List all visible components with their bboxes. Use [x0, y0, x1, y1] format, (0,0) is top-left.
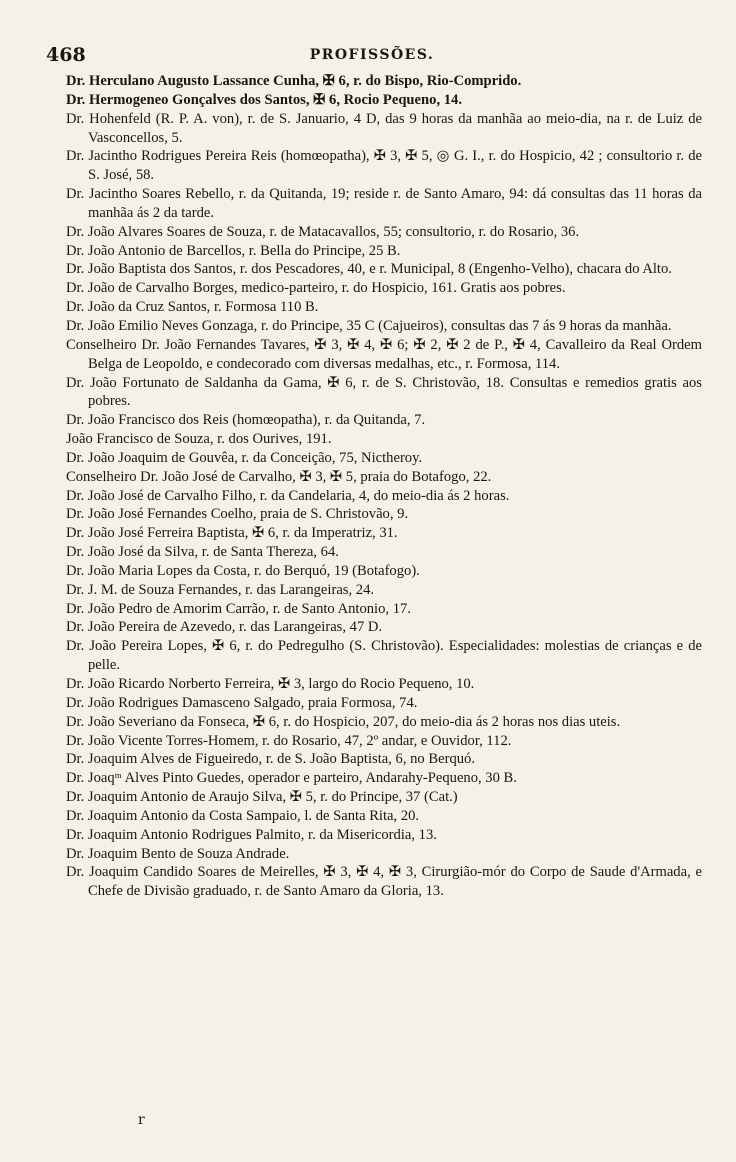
- directory-entry: Dr. Joaquim Candido Soares de Meirelles, ✠ 3, ✠ 4, ✠ 3, Cirurgião-mór do Corpo de Saude d'Armada, e Chefe de Divisão graduado, r. de Santo Amaro da Gloria, 13.: [66, 864, 702, 900]
- directory-entry: Dr. João Pedro de Amorim Carrão, r. de Santo Antonio, 17.: [66, 600, 411, 617]
- directory-entry: Dr. João Severiano da Fonseca, ✠ 6, r. do Hospicio, 207, do meio-dia ás 2 horas nos dias uteis.: [66, 713, 621, 730]
- footer-mark: r: [138, 1112, 145, 1128]
- directory-list: [66, 72, 702, 901]
- directory-entry: Dr. João José Ferreira Baptista, ✠ 6, r. da Imperatriz, 31.: [66, 525, 398, 542]
- directory-entry: Dr. Joaquim Bento de Souza Andrade.: [66, 845, 290, 862]
- directory-entry: Dr. João Rodrigues Damasceno Salgado, praia Formosa, 74.: [66, 694, 418, 711]
- directory-entry: Dr. João Alvares Soares de Souza, r. de Matacavallos, 55; consultorio, r. do Rosario, 36.: [66, 223, 580, 240]
- directory-entry: Dr. João Francisco dos Reis (homœopatha), r. da Quitanda, 7.: [66, 412, 426, 429]
- running-title: PROFISSÕES.: [309, 47, 435, 63]
- directory-entry: Dr. João de Carvalho Borges, medico-parteiro, r. do Hospicio, 161. Gratis aos pobres.: [66, 280, 566, 297]
- page-number: 468: [46, 44, 86, 66]
- directory-entry: Dr. João Ricardo Norberto Ferreira, ✠ 3, largo do Rocio Pequeno, 10.: [66, 676, 475, 692]
- directory-entry: Dr. João Joaquim de Gouvêa, r. da Conceição, 75, Nictheroy.: [66, 449, 423, 466]
- directory-entry: Dr. João Pereira Lopes, ✠ 6, r. do Pedregulho (S. Christovão). Especialidades: molestias de crianças e de pelle.: [66, 638, 702, 674]
- directory-entry: Conselheiro Dr. João José de Carvalho, ✠ 3, ✠ 5, praia do Botafogo, 22.: [66, 468, 492, 485]
- directory-entry: Dr. Joaquim Alves de Figueiredo, r. de S. João Baptista, 6, no Berquó.: [66, 751, 475, 768]
- directory-entry: Dr. Herculano Augusto Lassance Cunha, ✠ 6, r. do Bispo, Rio-Comprido.: [66, 73, 522, 89]
- directory-entry: Dr. João Emilio Neves Gonzaga, r. do Principe, 35 C (Cajueiros), consultas das 7 ás 9 horas da manhãa.: [66, 317, 672, 334]
- directory-entry: Dr. Joaquim Antonio Rodrigues Palmito, r. da Misericordia, 13.: [66, 826, 437, 843]
- directory-entry: Dr. J. M. de Souza Fernandes, r. das Larangeiras, 24.: [66, 581, 375, 598]
- directory-entry: Dr. Joaquim Antonio de Araujo Silva, ✠ 5, r. do Principe, 37 (Cat.): [66, 789, 458, 806]
- directory-entry: João Francisco de Souza, r. dos Ourives, 191.: [66, 431, 332, 448]
- directory-entry: Dr. João Antonio de Barcellos, r. Bella do Principe, 25 B.: [66, 242, 401, 259]
- directory-entry: Dr. Jacintho Rodrigues Pereira Reis (homœopatha), ✠ 3, ✠ 5, ◎ G. I., r. do Hospicio, 42 ; consultorio r. de S. José, 58.: [66, 148, 702, 184]
- directory-entry: Dr. João Fortunato de Saldanha da Gama, ✠ 6, r. de S. Christovão, 18. Consultas e remedios gratis aos pobres.: [66, 374, 702, 410]
- directory-entry: Dr. João Vicente Torres-Homem, r. do Rosario, 47, 2º andar, e Ouvidor, 112.: [66, 732, 512, 749]
- directory-entry: Dr. Joaquim Antonio da Costa Sampaio, l. de Santa Rita, 20.: [66, 807, 420, 824]
- directory-entry: Dr. João Baptista dos Santos, r. dos Pescadores, 40, e r. Municipal, 8 (Engenho-Velho), chacara do Alto.: [66, 261, 672, 278]
- directory-entry: Dr. João da Cruz Santos, r. Formosa 110 B.: [66, 299, 319, 316]
- directory-entry: Dr. João José Fernandes Coelho, praia de S. Christovão, 9.: [66, 506, 409, 523]
- directory-entry: Dr. Hohenfeld (R. P. A. von), r. de S. Januario, 4 D, das 9 horas da manhãa ao meio-dia, na r. de Luiz de Vasconcellos, 5.: [66, 110, 702, 146]
- directory-entry: Dr. João José de Carvalho Filho, r. da Candelaria, 4, do meio-dia ás 2 horas.: [66, 487, 510, 504]
- directory-entry: Dr. João José da Silva, r. de Santa Thereza, 64.: [66, 544, 339, 561]
- directory-entry: Dr. João Maria Lopes da Costa, r. do Berquó, 19 (Botafogo).: [66, 562, 420, 579]
- directory-entry: Dr. Hermogeneo Gonçalves dos Santos, ✠ 6, Rocio Pequeno, 14.: [66, 91, 462, 108]
- directory-entry: Dr. Joaqᵐ Alves Pinto Guedes, operador e parteiro, Andarahy-Pequeno, 30 B.: [66, 770, 517, 787]
- directory-entry: Conselheiro Dr. João Fernandes Tavares, ✠ 3, ✠ 4, ✠ 6; ✠ 2, ✠ 2 de P., ✠ 4, Cavalleiro da Real Ordem Belga de Leopoldo, e condecorado com diversas medalhas, etc., r. Formosa, 114.: [66, 336, 702, 372]
- directory-entry: Dr. Jacintho Soares Rebello, r. da Quitanda, 19; reside r. de Santo Amaro, 94: dá consultas das 11 horas da manhãa ás 2 da tarde.: [66, 186, 702, 221]
- directory-entry: Dr. João Pereira de Azevedo, r. das Larangeiras, 47 D.: [66, 619, 383, 636]
- page-header: [46, 44, 698, 70]
